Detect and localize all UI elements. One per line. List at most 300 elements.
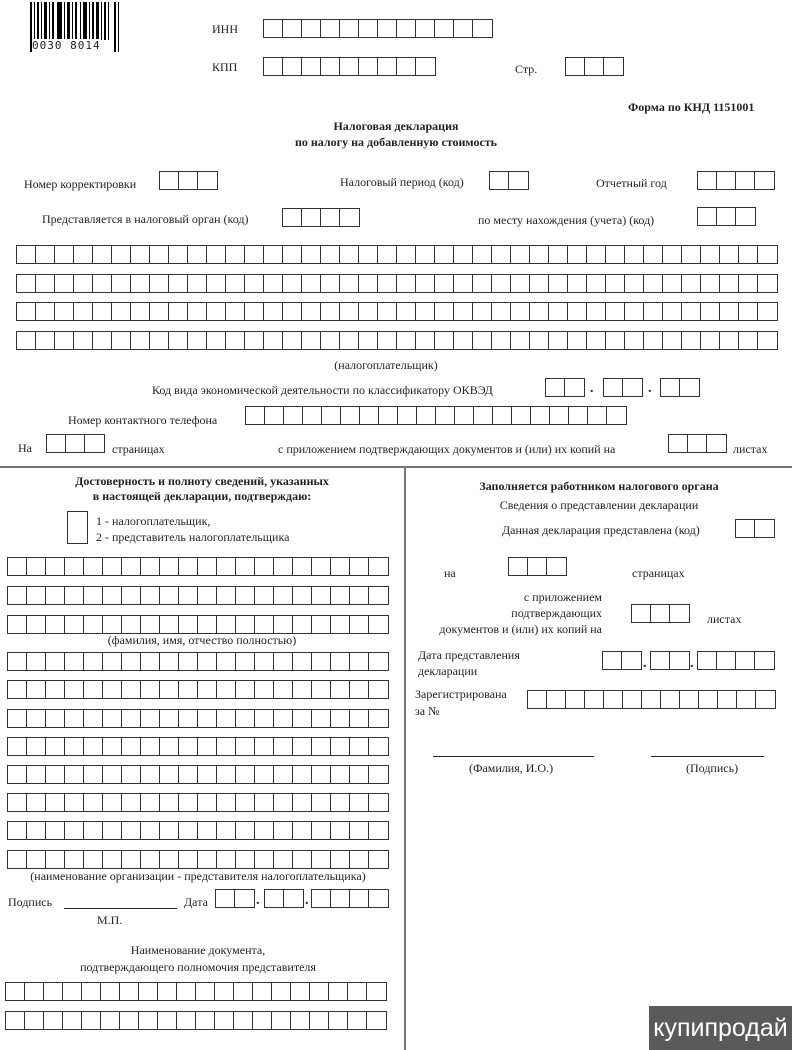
char-cell[interactable] xyxy=(27,616,46,633)
char-cell[interactable] xyxy=(141,851,160,868)
char-cell[interactable] xyxy=(274,822,293,839)
char-cell[interactable] xyxy=(565,379,584,396)
char-cell[interactable] xyxy=(226,275,245,292)
char-cell[interactable] xyxy=(198,681,217,698)
char-cell[interactable] xyxy=(217,710,236,727)
char-cell[interactable] xyxy=(122,616,141,633)
char-cell[interactable] xyxy=(416,58,435,75)
char-cell[interactable] xyxy=(566,691,585,708)
char-cell[interactable] xyxy=(169,303,188,320)
char-cell[interactable] xyxy=(198,738,217,755)
char-cell[interactable] xyxy=(8,851,27,868)
char-cell[interactable] xyxy=(312,587,331,604)
char-cell[interactable] xyxy=(141,766,160,783)
char-cell[interactable] xyxy=(65,653,84,670)
char-cell[interactable] xyxy=(291,983,310,1000)
char-cell[interactable] xyxy=(737,691,756,708)
tax-period-field[interactable] xyxy=(489,171,529,190)
char-cell[interactable] xyxy=(122,653,141,670)
char-cell[interactable] xyxy=(36,332,55,349)
char-cell[interactable] xyxy=(236,653,255,670)
officer-fio-line[interactable] xyxy=(433,756,594,757)
char-cell[interactable] xyxy=(701,332,720,349)
char-cell[interactable] xyxy=(65,587,84,604)
char-cell[interactable] xyxy=(84,738,103,755)
char-cell[interactable] xyxy=(74,246,93,263)
char-cell[interactable] xyxy=(293,738,312,755)
char-cell[interactable] xyxy=(103,794,122,811)
char-cell[interactable] xyxy=(27,710,46,727)
org-name-row[interactable] xyxy=(7,850,389,869)
char-cell[interactable] xyxy=(369,710,388,727)
char-cell[interactable] xyxy=(492,303,511,320)
char-cell[interactable] xyxy=(179,653,198,670)
char-cell[interactable] xyxy=(312,710,331,727)
char-cell[interactable] xyxy=(369,822,388,839)
submission-month-field[interactable] xyxy=(650,651,690,670)
char-cell[interactable] xyxy=(93,303,112,320)
char-cell[interactable] xyxy=(103,851,122,868)
char-cell[interactable] xyxy=(321,246,340,263)
char-cell[interactable] xyxy=(736,208,755,225)
char-cell[interactable] xyxy=(435,20,454,37)
char-cell[interactable] xyxy=(264,20,283,37)
char-cell[interactable] xyxy=(698,208,717,225)
char-cell[interactable] xyxy=(369,587,388,604)
char-cell[interactable] xyxy=(46,616,65,633)
char-cell[interactable] xyxy=(216,890,235,907)
char-cell[interactable] xyxy=(568,332,587,349)
char-cell[interactable] xyxy=(150,246,169,263)
char-cell[interactable] xyxy=(739,275,758,292)
char-cell[interactable] xyxy=(293,587,312,604)
char-cell[interactable] xyxy=(160,172,179,189)
char-cell[interactable] xyxy=(587,332,606,349)
char-cell[interactable] xyxy=(435,246,454,263)
char-cell[interactable] xyxy=(511,303,530,320)
char-cell[interactable] xyxy=(661,379,680,396)
char-cell[interactable] xyxy=(688,435,707,452)
char-cell[interactable] xyxy=(217,558,236,575)
char-cell[interactable] xyxy=(720,246,739,263)
char-cell[interactable] xyxy=(302,58,321,75)
char-cell[interactable] xyxy=(84,822,103,839)
char-cell[interactable] xyxy=(378,58,397,75)
submission-day-field[interactable] xyxy=(602,651,642,670)
char-cell[interactable] xyxy=(720,332,739,349)
char-cell[interactable] xyxy=(350,587,369,604)
char-cell[interactable] xyxy=(603,652,622,669)
char-cell[interactable] xyxy=(253,983,272,1000)
char-cell[interactable] xyxy=(179,710,198,727)
char-cell[interactable] xyxy=(550,407,569,424)
char-cell[interactable] xyxy=(707,435,726,452)
char-cell[interactable] xyxy=(141,681,160,698)
char-cell[interactable] xyxy=(188,303,207,320)
char-cell[interactable] xyxy=(367,983,386,1000)
char-cell[interactable] xyxy=(122,738,141,755)
char-cell[interactable] xyxy=(293,710,312,727)
char-cell[interactable] xyxy=(682,246,701,263)
char-cell[interactable] xyxy=(179,587,198,604)
char-cell[interactable] xyxy=(568,275,587,292)
char-cell[interactable] xyxy=(198,851,217,868)
char-cell[interactable] xyxy=(255,681,274,698)
char-cell[interactable] xyxy=(150,275,169,292)
char-cell[interactable] xyxy=(398,407,417,424)
inn-field[interactable] xyxy=(263,19,493,38)
char-cell[interactable] xyxy=(55,246,74,263)
char-cell[interactable] xyxy=(274,681,293,698)
char-cell[interactable] xyxy=(253,1012,272,1029)
char-cell[interactable] xyxy=(331,822,350,839)
char-cell[interactable] xyxy=(141,587,160,604)
char-cell[interactable] xyxy=(36,275,55,292)
char-cell[interactable] xyxy=(473,246,492,263)
char-cell[interactable] xyxy=(369,558,388,575)
char-cell[interactable] xyxy=(217,681,236,698)
char-cell[interactable] xyxy=(416,20,435,37)
char-cell[interactable] xyxy=(274,851,293,868)
char-cell[interactable] xyxy=(293,558,312,575)
char-cell[interactable] xyxy=(217,851,236,868)
char-cell[interactable] xyxy=(272,983,291,1000)
char-cell[interactable] xyxy=(65,558,84,575)
char-cell[interactable] xyxy=(84,766,103,783)
char-cell[interactable] xyxy=(179,681,198,698)
char-cell[interactable] xyxy=(755,652,774,669)
char-cell[interactable] xyxy=(158,1012,177,1029)
char-cell[interactable] xyxy=(17,246,36,263)
org-name-row[interactable] xyxy=(7,709,389,728)
char-cell[interactable] xyxy=(293,616,312,633)
char-cell[interactable] xyxy=(454,275,473,292)
char-cell[interactable] xyxy=(217,587,236,604)
char-cell[interactable] xyxy=(511,275,530,292)
char-cell[interactable] xyxy=(331,587,350,604)
fio-row[interactable] xyxy=(7,557,389,576)
char-cell[interactable] xyxy=(291,1012,310,1029)
char-cell[interactable] xyxy=(340,332,359,349)
char-cell[interactable] xyxy=(350,738,369,755)
char-cell[interactable] xyxy=(198,172,217,189)
tax-authority-field[interactable] xyxy=(282,208,360,227)
char-cell[interactable] xyxy=(103,738,122,755)
char-cell[interactable] xyxy=(720,303,739,320)
char-cell[interactable] xyxy=(642,691,661,708)
char-cell[interactable] xyxy=(369,766,388,783)
char-cell[interactable] xyxy=(236,710,255,727)
char-cell[interactable] xyxy=(188,246,207,263)
char-cell[interactable] xyxy=(84,681,103,698)
org-name-row[interactable] xyxy=(7,765,389,784)
char-cell[interactable] xyxy=(397,20,416,37)
char-cell[interactable] xyxy=(302,246,321,263)
char-cell[interactable] xyxy=(509,172,528,189)
char-cell[interactable] xyxy=(604,379,623,396)
char-cell[interactable] xyxy=(112,275,131,292)
char-cell[interactable] xyxy=(8,616,27,633)
char-cell[interactable] xyxy=(758,303,777,320)
char-cell[interactable] xyxy=(350,653,369,670)
char-cell[interactable] xyxy=(283,332,302,349)
char-cell[interactable] xyxy=(198,558,217,575)
phone-field[interactable] xyxy=(245,406,627,425)
char-cell[interactable] xyxy=(359,246,378,263)
char-cell[interactable] xyxy=(46,738,65,755)
char-cell[interactable] xyxy=(226,303,245,320)
char-cell[interactable] xyxy=(272,1012,291,1029)
right-pages-field[interactable] xyxy=(508,557,567,576)
char-cell[interactable] xyxy=(455,407,474,424)
char-cell[interactable] xyxy=(103,653,122,670)
char-cell[interactable] xyxy=(340,209,359,226)
char-cell[interactable] xyxy=(302,209,321,226)
char-cell[interactable] xyxy=(698,652,717,669)
char-cell[interactable] xyxy=(416,275,435,292)
char-cell[interactable] xyxy=(122,822,141,839)
char-cell[interactable] xyxy=(359,303,378,320)
char-cell[interactable] xyxy=(454,20,473,37)
char-cell[interactable] xyxy=(651,652,670,669)
char-cell[interactable] xyxy=(84,587,103,604)
taxpayer-name-row[interactable] xyxy=(16,302,778,321)
char-cell[interactable] xyxy=(587,275,606,292)
char-cell[interactable] xyxy=(585,691,604,708)
report-year-field[interactable] xyxy=(697,171,775,190)
char-cell[interactable] xyxy=(293,851,312,868)
char-cell[interactable] xyxy=(701,303,720,320)
char-cell[interactable] xyxy=(226,332,245,349)
char-cell[interactable] xyxy=(736,172,755,189)
char-cell[interactable] xyxy=(682,303,701,320)
char-cell[interactable] xyxy=(139,983,158,1000)
char-cell[interactable] xyxy=(55,332,74,349)
char-cell[interactable] xyxy=(120,1012,139,1029)
char-cell[interactable] xyxy=(416,246,435,263)
char-cell[interactable] xyxy=(234,1012,253,1029)
char-cell[interactable] xyxy=(160,822,179,839)
officer-signature-line[interactable] xyxy=(651,756,764,757)
char-cell[interactable] xyxy=(369,653,388,670)
char-cell[interactable] xyxy=(160,766,179,783)
char-cell[interactable] xyxy=(236,766,255,783)
char-cell[interactable] xyxy=(8,822,27,839)
char-cell[interactable] xyxy=(179,794,198,811)
char-cell[interactable] xyxy=(350,822,369,839)
char-cell[interactable] xyxy=(474,407,493,424)
char-cell[interactable] xyxy=(207,275,226,292)
char-cell[interactable] xyxy=(435,275,454,292)
kpp-field[interactable] xyxy=(263,57,436,76)
char-cell[interactable] xyxy=(215,1012,234,1029)
char-cell[interactable] xyxy=(188,332,207,349)
char-cell[interactable] xyxy=(530,275,549,292)
char-cell[interactable] xyxy=(473,275,492,292)
char-cell[interactable] xyxy=(739,332,758,349)
location-code-field[interactable] xyxy=(697,207,756,226)
char-cell[interactable] xyxy=(359,332,378,349)
submission-year-field[interactable] xyxy=(697,651,775,670)
char-cell[interactable] xyxy=(739,246,758,263)
char-cell[interactable] xyxy=(255,822,274,839)
char-cell[interactable] xyxy=(436,407,455,424)
char-cell[interactable] xyxy=(112,332,131,349)
char-cell[interactable] xyxy=(492,275,511,292)
char-cell[interactable] xyxy=(492,332,511,349)
char-cell[interactable] xyxy=(350,766,369,783)
char-cell[interactable] xyxy=(255,710,274,727)
char-cell[interactable] xyxy=(8,766,27,783)
char-cell[interactable] xyxy=(606,275,625,292)
char-cell[interactable] xyxy=(312,794,331,811)
char-cell[interactable] xyxy=(25,983,44,1000)
char-cell[interactable] xyxy=(625,275,644,292)
char-cell[interactable] xyxy=(359,58,378,75)
char-cell[interactable] xyxy=(141,558,160,575)
char-cell[interactable] xyxy=(46,710,65,727)
char-cell[interactable] xyxy=(179,172,198,189)
right-sheets-field[interactable] xyxy=(631,604,690,623)
char-cell[interactable] xyxy=(122,794,141,811)
char-cell[interactable] xyxy=(46,558,65,575)
char-cell[interactable] xyxy=(112,246,131,263)
char-cell[interactable] xyxy=(274,766,293,783)
char-cell[interactable] xyxy=(103,681,122,698)
char-cell[interactable] xyxy=(417,407,436,424)
char-cell[interactable] xyxy=(245,303,264,320)
char-cell[interactable] xyxy=(122,710,141,727)
char-cell[interactable] xyxy=(169,275,188,292)
char-cell[interactable] xyxy=(397,303,416,320)
char-cell[interactable] xyxy=(321,20,340,37)
char-cell[interactable] xyxy=(632,605,651,622)
char-cell[interactable] xyxy=(378,20,397,37)
char-cell[interactable] xyxy=(698,172,717,189)
char-cell[interactable] xyxy=(65,681,84,698)
char-cell[interactable] xyxy=(82,1012,101,1029)
char-cell[interactable] xyxy=(511,332,530,349)
char-cell[interactable] xyxy=(179,616,198,633)
fio-row[interactable] xyxy=(7,615,389,634)
char-cell[interactable] xyxy=(27,851,46,868)
char-cell[interactable] xyxy=(196,1012,215,1029)
char-cell[interactable] xyxy=(65,710,84,727)
char-cell[interactable] xyxy=(331,851,350,868)
char-cell[interactable] xyxy=(198,616,217,633)
char-cell[interactable] xyxy=(122,851,141,868)
char-cell[interactable] xyxy=(717,652,736,669)
char-cell[interactable] xyxy=(663,246,682,263)
char-cell[interactable] xyxy=(547,691,566,708)
char-cell[interactable] xyxy=(8,587,27,604)
char-cell[interactable] xyxy=(141,616,160,633)
char-cell[interactable] xyxy=(661,691,680,708)
char-cell[interactable] xyxy=(331,616,350,633)
char-cell[interactable] xyxy=(255,851,274,868)
char-cell[interactable] xyxy=(264,332,283,349)
char-cell[interactable] xyxy=(177,1012,196,1029)
char-cell[interactable] xyxy=(179,558,198,575)
char-cell[interactable] xyxy=(350,890,369,907)
char-cell[interactable] xyxy=(492,246,511,263)
char-cell[interactable] xyxy=(397,246,416,263)
registration-number-field[interactable] xyxy=(527,690,776,709)
org-name-row[interactable] xyxy=(7,737,389,756)
char-cell[interactable] xyxy=(255,794,274,811)
char-cell[interactable] xyxy=(160,738,179,755)
char-cell[interactable] xyxy=(663,332,682,349)
char-cell[interactable] xyxy=(756,691,775,708)
char-cell[interactable] xyxy=(8,794,27,811)
char-cell[interactable] xyxy=(283,303,302,320)
char-cell[interactable] xyxy=(8,681,27,698)
char-cell[interactable] xyxy=(360,407,379,424)
char-cell[interactable] xyxy=(302,303,321,320)
char-cell[interactable] xyxy=(283,58,302,75)
char-cell[interactable] xyxy=(369,616,388,633)
char-cell[interactable] xyxy=(44,1012,63,1029)
char-cell[interactable] xyxy=(549,246,568,263)
char-cell[interactable] xyxy=(284,890,303,907)
char-cell[interactable] xyxy=(312,738,331,755)
char-cell[interactable] xyxy=(340,303,359,320)
char-cell[interactable] xyxy=(303,407,322,424)
char-cell[interactable] xyxy=(755,520,774,537)
char-cell[interactable] xyxy=(112,303,131,320)
char-cell[interactable] xyxy=(340,246,359,263)
char-cell[interactable] xyxy=(625,303,644,320)
char-cell[interactable] xyxy=(310,1012,329,1029)
char-cell[interactable] xyxy=(758,275,777,292)
char-cell[interactable] xyxy=(321,58,340,75)
char-cell[interactable] xyxy=(139,1012,158,1029)
char-cell[interactable] xyxy=(8,738,27,755)
char-cell[interactable] xyxy=(63,1012,82,1029)
char-cell[interactable] xyxy=(312,681,331,698)
char-cell[interactable] xyxy=(141,822,160,839)
char-cell[interactable] xyxy=(274,653,293,670)
char-cell[interactable] xyxy=(701,246,720,263)
char-cell[interactable] xyxy=(179,766,198,783)
char-cell[interactable] xyxy=(264,58,283,75)
char-cell[interactable] xyxy=(8,710,27,727)
doc-name-row[interactable] xyxy=(5,1011,387,1030)
char-cell[interactable] xyxy=(302,275,321,292)
char-cell[interactable] xyxy=(103,710,122,727)
char-cell[interactable] xyxy=(236,851,255,868)
char-cell[interactable] xyxy=(435,332,454,349)
org-name-row[interactable] xyxy=(7,793,389,812)
char-cell[interactable] xyxy=(84,794,103,811)
char-cell[interactable] xyxy=(350,681,369,698)
char-cell[interactable] xyxy=(17,332,36,349)
char-cell[interactable] xyxy=(160,587,179,604)
char-cell[interactable] xyxy=(341,407,360,424)
char-cell[interactable] xyxy=(623,691,642,708)
char-cell[interactable] xyxy=(606,303,625,320)
char-cell[interactable] xyxy=(736,520,755,537)
char-cell[interactable] xyxy=(625,332,644,349)
signer-type-field[interactable] xyxy=(67,511,88,544)
char-cell[interactable] xyxy=(378,332,397,349)
char-cell[interactable] xyxy=(122,681,141,698)
char-cell[interactable] xyxy=(283,275,302,292)
date-year-field[interactable] xyxy=(311,889,389,908)
char-cell[interactable] xyxy=(179,851,198,868)
char-cell[interactable] xyxy=(160,616,179,633)
char-cell[interactable] xyxy=(207,246,226,263)
